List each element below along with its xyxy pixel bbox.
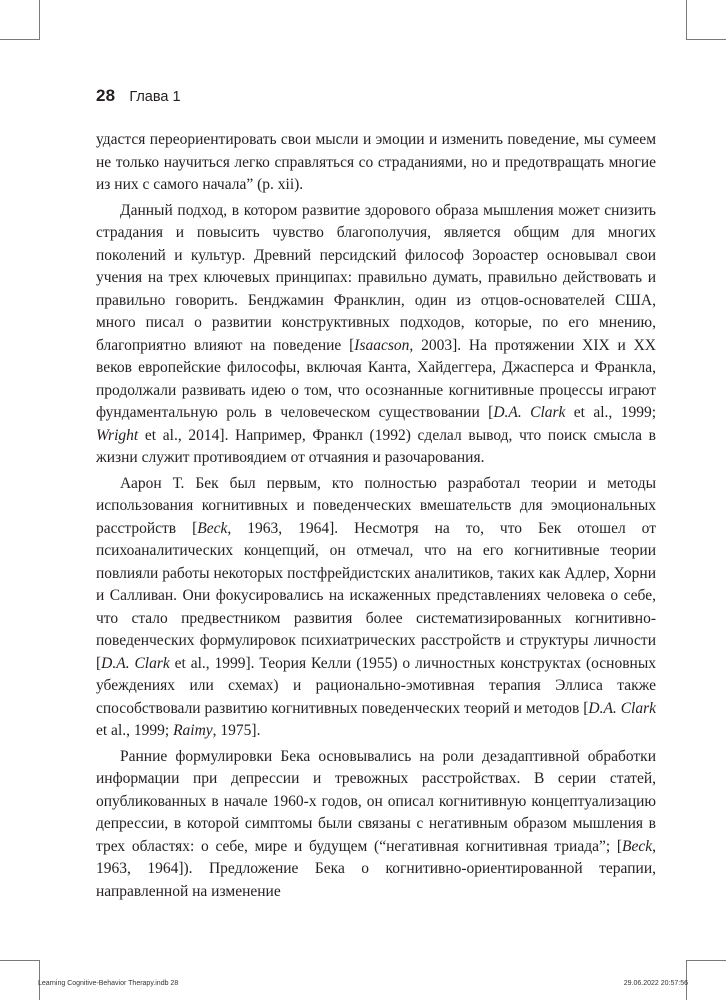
text-run: Аарон Т. Бек был первым, кто полностью разработал теории и методы использования когнитивных и поведенческих вмешательств для эмоциональных расстройств [ bbox=[96, 474, 656, 537]
crop-mark-top-right bbox=[686, 0, 687, 40]
page-number: 28 bbox=[96, 86, 116, 105]
footer-timestamp: 29.06.2022 20:57:56 bbox=[623, 980, 688, 987]
citation-author: Isaacson bbox=[354, 336, 410, 354]
text-run: et al., 1999; bbox=[96, 722, 174, 739]
text-run: Данный подход, в котором развитие здорового образа мышления может снизить страдания и повысить чувство благополучия, является общим для многих поколений и культур. Древний персидский философ Зороастер основывал свои учения на трех ключевых принципах: правильно думать, правильно действовать и правильно говорить. Бенджамин Франклин, один из отцов-основателей США, много писал о развитии конструктивных подходов, которые, по его мнению, благоприятно влияют на поведение [ bbox=[96, 201, 656, 354]
text-run: , 1963, 1964]). Предложение Бека о когнитивно-ориентированной терапии, направленной на изменение bbox=[96, 837, 656, 900]
paragraph bbox=[96, 200, 656, 470]
citation-author: Beck bbox=[622, 837, 653, 855]
citation-author: Raimy bbox=[173, 722, 213, 739]
text-run: et al., 1999]. Теория Келли (1955) о личностных конструктах (основных убеждениях или схемах) и рационально-эмотивная терапия Эллиса также способствовали развитию когнитивных поведенческих теорий и методов [ bbox=[96, 654, 656, 717]
text-run: , 2003]. На протяжении XIX и XX веков европейские философы, включая Канта, Хайдеггера, Джасперса и Франкла, продолжали развивать идею о том, что осознанные когнитивные процессы играют фундаментальную роль в человеческом существовании [ bbox=[96, 336, 656, 421]
crop-mark-right-upper bbox=[686, 39, 726, 40]
paragraph bbox=[96, 746, 656, 904]
crop-mark-right-lower bbox=[686, 960, 726, 961]
crop-mark-left-upper bbox=[0, 39, 40, 40]
text-run: et al., 2014]. Например, Франкл (1992) сделал вывод, что поиск смысла в жизни служит противоядием от отчаяния и разочарования. bbox=[96, 426, 656, 466]
text-run: Ранние формулировки Бека основывались на роли дезадаптивной обработки информации при депрессии и тревожных расстройствах. В серии статей, опубликованных в начале 1960-х годов, он описал когнитивную концептуализацию депрессии, в которой симптомы были связаны с негативным образом мышления в трех областях: о себе, мире и будущем (“негативная когнитивная триада”; [ bbox=[96, 747, 656, 855]
text-run: , 1975]. bbox=[212, 722, 261, 739]
citation-author: Wright bbox=[96, 426, 139, 444]
citation-author: Beck bbox=[197, 519, 228, 537]
text-run: удастся переориентировать свои мысли и эмоции и изменить поведение, мы сумеем не только научиться легко справляться со страданиями, но и предотвращать многие из них с самого начала” (p. xii). bbox=[96, 131, 656, 193]
paragraph bbox=[96, 129, 656, 197]
crop-mark-top-left bbox=[39, 0, 40, 40]
running-header bbox=[96, 86, 656, 110]
body-text bbox=[96, 129, 656, 906]
footer-file-info: Learning Cognitive-Behavior Therapy.indb 28 bbox=[38, 980, 179, 987]
citation-author: D.A. Clark bbox=[101, 654, 170, 672]
chapter-title: Глава 1 bbox=[129, 89, 181, 105]
citation-author: D.A. Clark bbox=[588, 699, 656, 717]
paragraph bbox=[96, 473, 656, 743]
text-run: et al., 1999; bbox=[565, 404, 657, 421]
crop-mark-left-lower bbox=[0, 960, 40, 961]
citation-author: D.A. Clark bbox=[493, 404, 566, 421]
print-footer bbox=[38, 980, 688, 994]
text-run: , 1963, 1964]. Несмотря на то, что Бек отошел от психоаналитических концепций, он отмечал, что на его когнитивные теории повлияли работы некоторых постфрейдистских аналитиков, таких как Адлер, Хорни и Салливан. Они фокусировались на искаженных представлениях человека о себе, что стало предвестником развития более систематизированных когнитивно-поведенческих формулировок психиатрических расстройств и структуры личности [ bbox=[96, 519, 657, 672]
